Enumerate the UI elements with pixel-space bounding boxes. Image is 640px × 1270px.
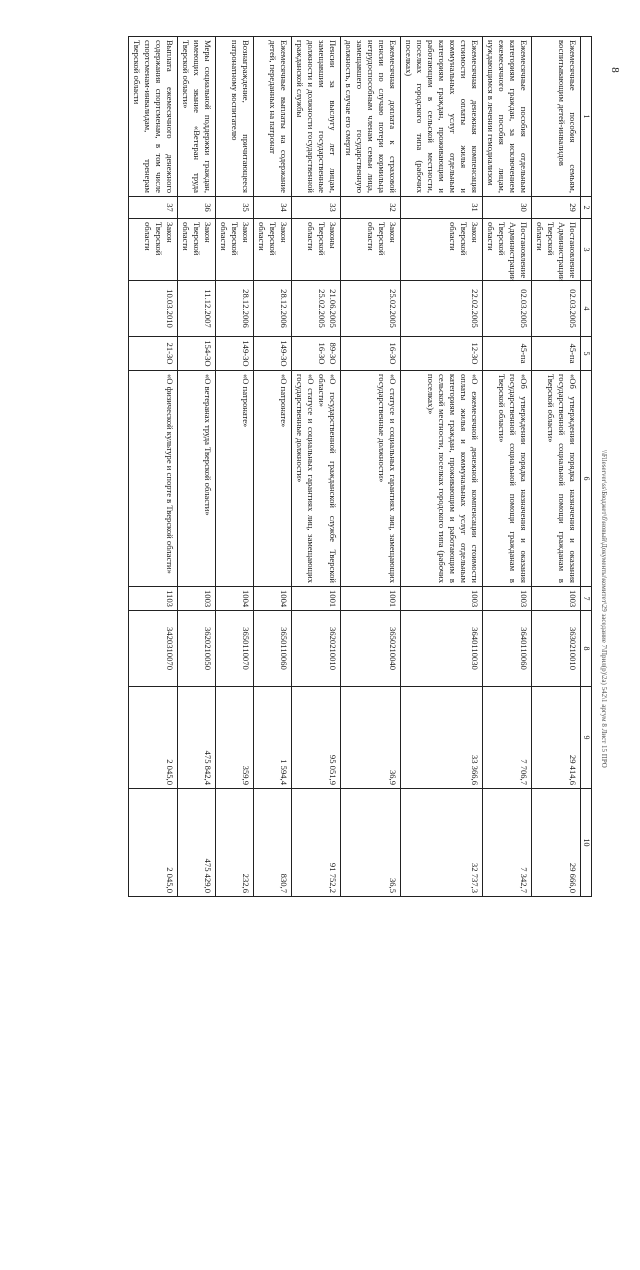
document-date-cell: 11.12.2007 xyxy=(178,281,216,337)
amount-col9-cell: 475 842,4 xyxy=(178,687,216,789)
amount-col10-cell: 830,7 xyxy=(254,789,292,897)
payment-name-cell: Выплата ежемесячного денежного содержания спортсменам, в том числе спортсменам-инвалидам, тренерам Тверской области xyxy=(129,37,178,197)
table-row xyxy=(129,37,178,897)
amount-col10-cell: 232,6 xyxy=(216,789,254,897)
document-date-cell: 22.02.2005 xyxy=(401,281,483,337)
amount-col10-cell: 91 752,2 xyxy=(292,789,341,897)
section-code-cell: 1004 xyxy=(216,587,254,611)
table-row xyxy=(532,37,581,897)
target-code-cell: 3640110060 xyxy=(483,611,532,687)
document-type-cell: Постановление Администрации Тверской области xyxy=(483,219,532,281)
document-date-cell: 02.03.2005 xyxy=(483,281,532,337)
section-code-cell: 1001 xyxy=(292,587,341,611)
payment-name-cell: Пенсии за выслугу лет лицам, замещавшим государственные должности и должности государственной гражданской службы xyxy=(292,37,341,197)
payment-name-cell: Ежемесячные пособия семьям, воспитывающим детей-инвалидов xyxy=(532,37,581,197)
column-number-5: 5 xyxy=(581,337,592,371)
column-number-header-row xyxy=(581,37,592,897)
amount-col10-cell: 32 737,3 xyxy=(401,789,483,897)
row-number-cell: 30 xyxy=(483,197,532,219)
column-number-7: 7 xyxy=(581,587,592,611)
rotated-page-content xyxy=(27,36,592,896)
row-number-cell: 35 xyxy=(216,197,254,219)
document-number-cell: 45-па xyxy=(532,337,581,371)
document-number-cell: 45-па xyxy=(483,337,532,371)
section-code-cell: 1003 xyxy=(532,587,581,611)
page-number: 8 xyxy=(608,67,621,73)
amount-col9-cell: 95 051,9 xyxy=(292,687,341,789)
target-code-cell: 3650210040 xyxy=(341,611,401,687)
document-title-cell: «О патронате» xyxy=(216,371,254,587)
payment-name-cell: Ежемесячная денежная компенсация стоимости оплаты жилья и коммунальных услуг отдельным категориям граждан, проживающим и работающим в сельской местности, поселках городского типа (рабочих поселках) xyxy=(401,37,483,197)
amount-col9-cell: 2 045,0 xyxy=(129,687,178,789)
document-type-cell: Законы Тверской области xyxy=(292,219,341,281)
amount-col9-cell: 7 706,7 xyxy=(483,687,532,789)
document-type-cell: Закон Тверской области xyxy=(216,219,254,281)
document-title-cell: «О ветеранах труда Тверской области» xyxy=(178,371,216,587)
document-type-cell: Закон Тверской области xyxy=(254,219,292,281)
target-code-cell: 3620210050 xyxy=(178,611,216,687)
document-number-cell: 21-ЗО xyxy=(129,337,178,371)
row-number-cell: 29 xyxy=(532,197,581,219)
amount-col10-cell: 36,5 xyxy=(341,789,401,897)
document-title-cell: «Об утверждении порядка назначения и оказания государственной социальной помощи гражданам в Тверской области» xyxy=(483,371,532,587)
section-code-cell: 1004 xyxy=(254,587,292,611)
payment-name-cell: Ежемесячные выплаты на содержание детей, переданных на патронат xyxy=(254,37,292,197)
document-date-cell: 28.12.2006 xyxy=(254,281,292,337)
section-code-cell: 1003 xyxy=(178,587,216,611)
amount-col10-cell: 2 045,0 xyxy=(129,789,178,897)
row-number-cell: 33 xyxy=(292,197,341,219)
target-code-cell: 3620210010 xyxy=(292,611,341,687)
document-number-cell: 12-ЗО xyxy=(401,337,483,371)
table-row xyxy=(483,37,532,897)
amount-col10-cell: 475 429,0 xyxy=(178,789,216,897)
column-number-3: 3 xyxy=(581,219,592,281)
document-date-cell: 21.06.2005 25.02.2005 xyxy=(292,281,341,337)
table-row xyxy=(341,37,401,897)
column-number-1: 1 xyxy=(581,37,592,197)
target-code-cell: 3650110070 xyxy=(216,611,254,687)
column-number-4: 4 xyxy=(581,281,592,337)
document-title-cell: «Об утверждении порядка назначения и оказания государственной социальной помощи гражданам в Тверской области» xyxy=(532,371,581,587)
document-title-cell: «О государственной гражданской службе Тверской области» «О статусе и социальных гарантиях лиц, замещающих государственные должности» xyxy=(292,371,341,587)
table-row xyxy=(178,37,216,897)
payment-name-cell: Ежемесячные пособия отдельным категориям граждан, за исключением ежемесячного пособия лицам, нуждающимся в лечении гемодиализом xyxy=(483,37,532,197)
target-code-cell: 3420310070 xyxy=(129,611,178,687)
section-code-cell: 1003 xyxy=(483,587,532,611)
amount-col9-cell: 1 594,4 xyxy=(254,687,292,789)
document-title-cell: «О физической культуре и спорте в Тверской области» xyxy=(129,371,178,587)
row-number-cell: 31 xyxy=(401,197,483,219)
document-type-cell: Постановление Администрации Тверской области xyxy=(532,219,581,281)
row-number-cell: 34 xyxy=(254,197,292,219)
amount-col9-cell: 359,9 xyxy=(216,687,254,789)
amount-col10-cell: 29 666,0 xyxy=(532,789,581,897)
document-date-cell: 02.03.2005 xyxy=(532,281,581,337)
document-number-cell: 16-ЗО xyxy=(341,337,401,371)
target-code-cell: 3650110060 xyxy=(254,611,292,687)
document-type-cell: Закон Тверской области xyxy=(178,219,216,281)
document-type-cell: Закон Тверской области xyxy=(401,219,483,281)
column-number-9: 9 xyxy=(581,687,592,789)
amount-col9-cell: 33 366,6 xyxy=(401,687,483,789)
social-payments-table xyxy=(128,36,592,897)
row-number-cell: 32 xyxy=(341,197,401,219)
payment-name-cell: Ежемесячная доплата к страховой пенсии по случаю потери кормильца нетрудоспособным членам семьи лица, замещавшего государственную должность, в случае его смерти xyxy=(341,37,401,197)
document-number-cell: 89-ЗО 16-ЗО xyxy=(292,337,341,371)
document-number-cell: 149-ЗО xyxy=(254,337,292,371)
table-row xyxy=(254,37,292,897)
table-body xyxy=(129,37,581,897)
row-number-cell: 36 xyxy=(178,197,216,219)
document-title-cell: «О патронате» xyxy=(254,371,292,587)
payment-name-cell: Меры социальной поддержки граждан, имеющих звание «Ветеран труда Тверской области» xyxy=(178,37,216,197)
table-row xyxy=(401,37,483,897)
document-number-cell: 154-ЗО xyxy=(178,337,216,371)
document-date-cell: 25.02.2005 xyxy=(341,281,401,337)
column-number-10: 10 xyxy=(581,789,592,897)
file-path-footer: \\Fileserver\ss\Бюджет\б\новый\Документы\комитет\29 заседание 7\Прил(р)\2а) 542\1 аргум 8 Лист 15 ПРО xyxy=(600,450,608,768)
table-row xyxy=(216,37,254,897)
section-code-cell: 1003 xyxy=(401,587,483,611)
target-code-cell: 3630210010 xyxy=(532,611,581,687)
amount-col9-cell: 29 414,6 xyxy=(532,687,581,789)
column-number-6: 6 xyxy=(581,371,592,587)
target-code-cell: 3640110030 xyxy=(401,611,483,687)
column-number-8: 8 xyxy=(581,611,592,687)
document-date-cell: 10.03.2010 xyxy=(129,281,178,337)
payment-name-cell: Вознаграждение, причитающееся патронатному воспитателю xyxy=(216,37,254,197)
section-code-cell: 1103 xyxy=(129,587,178,611)
document-number-cell: 149-ЗО xyxy=(216,337,254,371)
amount-col10-cell: 7 342,7 xyxy=(483,789,532,897)
amount-col9-cell: 36,9 xyxy=(341,687,401,789)
table-row xyxy=(292,37,341,897)
row-number-cell: 37 xyxy=(129,197,178,219)
document-title-cell: «О ежемесячной денежной компенсации стоимости оплаты жилья и коммунальных услуг отдельным категориям граждан, проживающим и работающим в сельской местности, поселках городского типа (рабочих поселках)» xyxy=(401,371,483,587)
document-title-cell: «О статусе и социальных гарантиях лиц, замещающих государственные должности» xyxy=(341,371,401,587)
column-number-2: 2 xyxy=(581,197,592,219)
document-type-cell: Закон Тверской области xyxy=(341,219,401,281)
document-date-cell: 28.12.2006 xyxy=(216,281,254,337)
document-type-cell: Закон Тверской области xyxy=(129,219,178,281)
section-code-cell: 1001 xyxy=(341,587,401,611)
